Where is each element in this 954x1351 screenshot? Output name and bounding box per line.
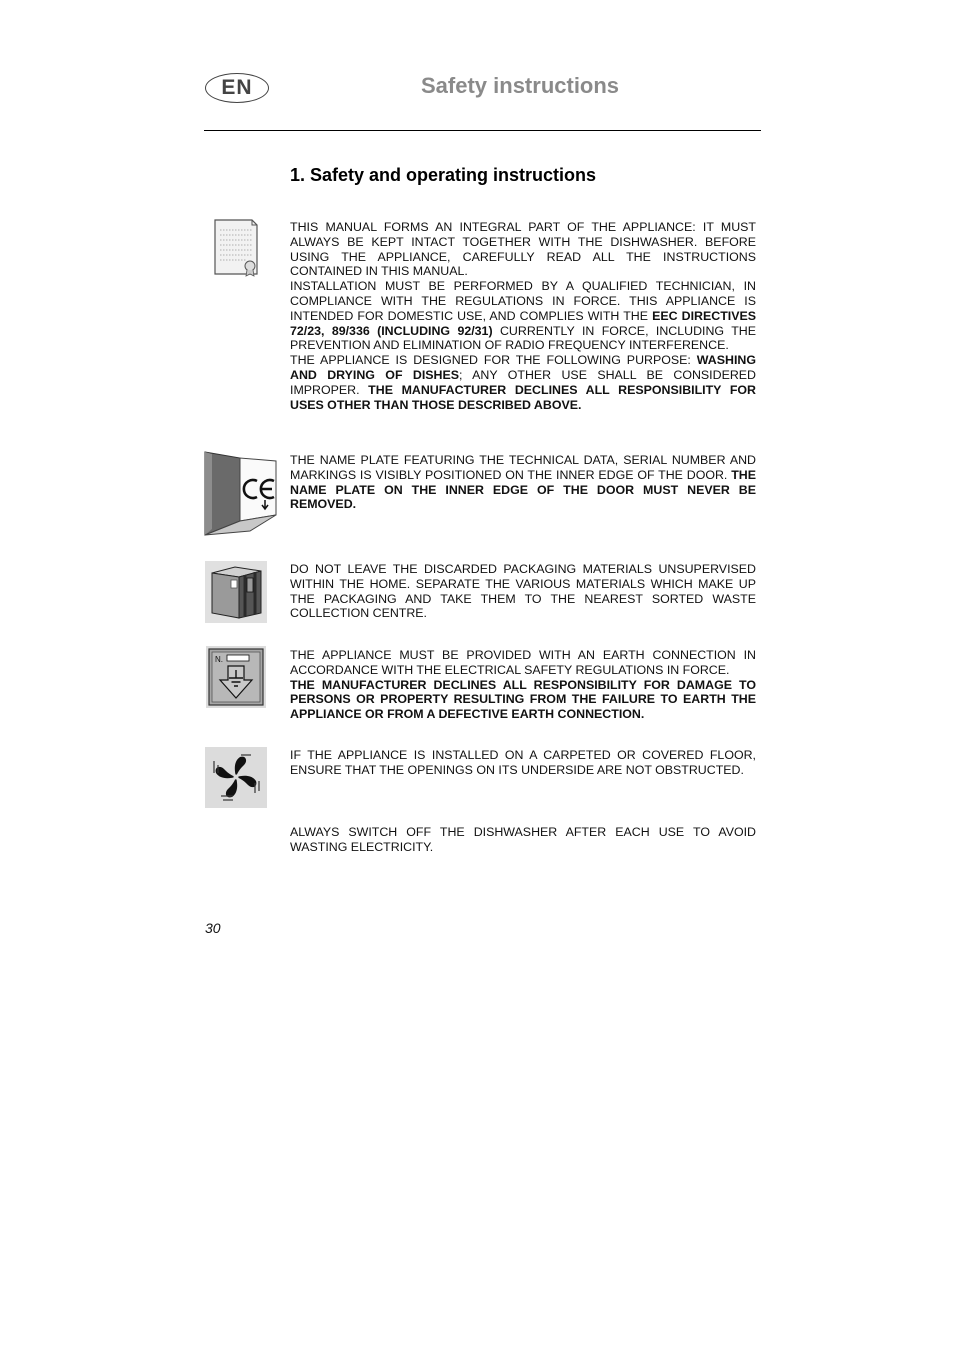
packaging-block	[290, 562, 756, 621]
page-number: 30	[205, 920, 221, 936]
switch-off-block	[290, 825, 756, 855]
responsibility-text: THE MANUFACTURER DECLINES ALL RESPONSIBILITY FOR USES OTHER THAN THOSE DESCRIBED ABOVE.	[290, 382, 756, 412]
floor-paragraph: IF THE APPLIANCE IS INSTALLED ON A CARPETED OR COVERED FLOOR, ENSURE THAT THE OPENINGS ON ITS UNDERSIDE ARE NOT OBSTRUCTED.	[290, 748, 756, 777]
installation-paragraph	[290, 279, 756, 353]
header-divider	[204, 130, 761, 131]
switch-off-paragraph: ALWAYS SWITCH OFF THE DISHWASHER AFTER EACH USE TO AVOID WASTING ELECTRICITY.	[290, 825, 756, 854]
manual-document-icon	[212, 218, 260, 278]
installation-text: INSTALLATION MUST BE PERFORMED BY A QUALIFIED TECHNICIAN, IN COMPLIANCE WITH THE REGULATIONS IN FORCE. THIS APPLIANCE IS INTENDED FOR DOMESTIC USE, AND COMPLIES WITH THE	[290, 279, 756, 323]
improper-use-text: ; ANY OTHER USE SHALL BE CONSIDERED IMPROPER.	[290, 367, 756, 397]
installation-text-end: CURRENTLY IN FORCE, INCLUDING THE PREVENTION AND ELIMINATION OF RADIO FREQUENCY INTERFERENCE.	[290, 323, 756, 353]
manual-paragraph: THIS MANUAL FORMS AN INTEGRAL PART OF THE APPLIANCE: IT MUST ALWAYS BE KEPT INTACT TOGETHER WITH THE DISHWASHER. BEFORE USING THE APPLIANCE, CAREFULLY READ ALL THE INSTRUCTIONS CONTAINED IN THIS MANUAL.	[290, 220, 756, 279]
earth-paragraph: THE APPLIANCE MUST BE PROVIDED WITH AN EARTH CONNECTION IN ACCORDANCE WITH THE ELECTRICAL SAFETY REGULATIONS IN FORCE.	[290, 648, 756, 677]
packaging-paragraph: DO NOT LEAVE THE DISCARDED PACKAGING MATERIALS UNSUPERVISED WITHIN THE HOME. SEPARATE THE VARIOUS MATERIALS WHICH MAKE UP THE PACKAGING AND TAKE THEM TO THE NEAREST SORTED WASTE COLLECTION CENTRE.	[290, 562, 756, 621]
packaging-box-icon	[205, 561, 267, 623]
earth-warning-text: THE MANUFACTURER DECLINES ALL RESPONSIBILITY FOR DAMAGE TO PERSONS OR PROPERTY RESULTING FROM THE FAILURE TO EARTH THE APPLIANCE OR FROM A DEFECTIVE EARTH CONNECTION.	[290, 677, 756, 722]
earth-connection-block	[290, 648, 756, 722]
floor-block	[290, 748, 756, 778]
manual-instructions-block	[290, 220, 756, 412]
language-badge: EN	[205, 73, 269, 103]
nameplate-paragraph	[290, 453, 756, 512]
eec-directives-text: EEC DIRECTIVES 72/23, 89/336 (INCLUDING 92/31)	[290, 308, 756, 338]
section-title: 1. Safety and operating instructions	[290, 165, 597, 185]
nameplate-text: THE NAME PLATE FEATURING THE TECHNICAL DATA, SERIAL NUMBER AND MARKINGS IS VISIBLY POSITIONED ON THE INNER EDGE OF THE DOOR.	[290, 453, 756, 482]
purpose-bold-text: WASHING AND DRYING OF DISHES	[290, 353, 756, 382]
page-header-title: Safety instructions	[421, 73, 620, 98]
purpose-text: THE APPLIANCE IS DESIGNED FOR THE FOLLOWING PURPOSE:	[290, 353, 697, 368]
nameplate-block	[290, 453, 756, 512]
ventilation-fan-icon	[205, 747, 267, 808]
nameplate-warning-text: THE NAME PLATE ON THE INNER EDGE OF THE DOOR MUST NEVER BE REMOVED.	[290, 467, 756, 512]
earth-connection-icon	[206, 646, 266, 708]
earth-warning-paragraph	[290, 678, 756, 722]
svg-text:N.: N.	[215, 655, 223, 664]
ce-nameplate-icon	[204, 451, 278, 537]
purpose-paragraph	[290, 353, 756, 412]
